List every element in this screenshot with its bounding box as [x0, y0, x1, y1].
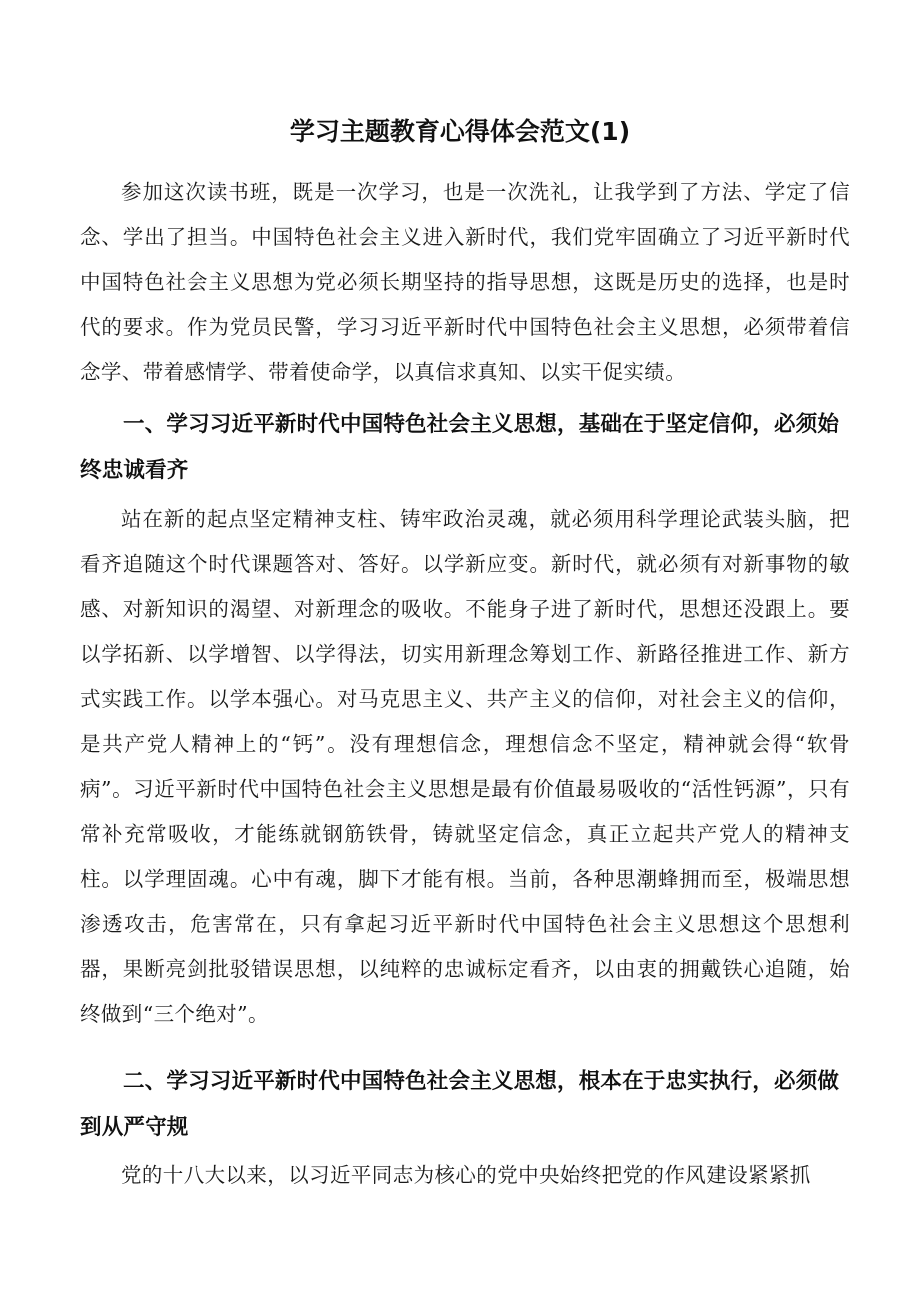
paragraph-section-1: 站在新的起点坚定精神支柱、铸牢政治灵魂，就必须用科学理论武装头脑，把看齐追随这个时代课题答对、答好。以学新应变。新时代，就必须有对新事物的敏感、对新知识的渴望、对新理念的吸收。不能身子进了新时代，思想还没跟上。要以学拓新、以学增智、以学得法，切实用新理念筹划工作、新路径推进工作、新方式实践工作。以学本强心。对马克思主义、共产主义的信仰，对社会主义的信仰，是共产党人精神上的“钙”。没有理想信念，理想信念不坚定，精神就会得“软骨病”。习近平新时代中国特色社会主义思想是最有价值最易吸收的“活性钙源”，只有常补充常吸收，才能练就钢筋铁骨，铸就坚定信念，真正立起共产党人的精神支柱。以学理固魂。心中有魂，脚下才能有根。当前，各种思潮蜂拥而至，极端思想渗透攻击，危害常在，只有拿起习近平新时代中国特色社会主义思想这个思想利器，果断亮剑批驳错误思想，以纯粹的忠诚标定看齐，以由衷的拥戴铁心追随，始终做到“三个绝对”。	[80, 507, 850, 1026]
section-heading-1: 一、学习习近平新时代中国特色社会主义思想，基础在于坚定信仰，必须始终忠诚看齐	[80, 412, 840, 483]
paragraph-section-2: 党的十八大以来，以习近平同志为核心的党中央始终把党的作风建设紧紧抓	[121, 1163, 811, 1187]
document-title: 学习主题教育心得体会范文(1)	[289, 117, 631, 146]
paragraph-intro: 参加这次读书班，既是一次学习，也是一次洗礼，让我学到了方法、学定了信念、学出了担当。中国特色社会主义进入新时代，我们党牢固确立了习近平新时代中国特色社会主义思想为党必须长期坚持的指导思想，这既是历史的选择，也是时代的要求。作为党员民警，学习习近平新时代中国特色社会主义思想，必须带着信念学、带着感情学、带着使命学，以真信求真知、以实干促实绩。	[80, 180, 850, 384]
section-heading-2: 二、学习习近平新时代中国特色社会主义思想，根本在于忠实执行，必须做到从严守规	[80, 1069, 840, 1140]
